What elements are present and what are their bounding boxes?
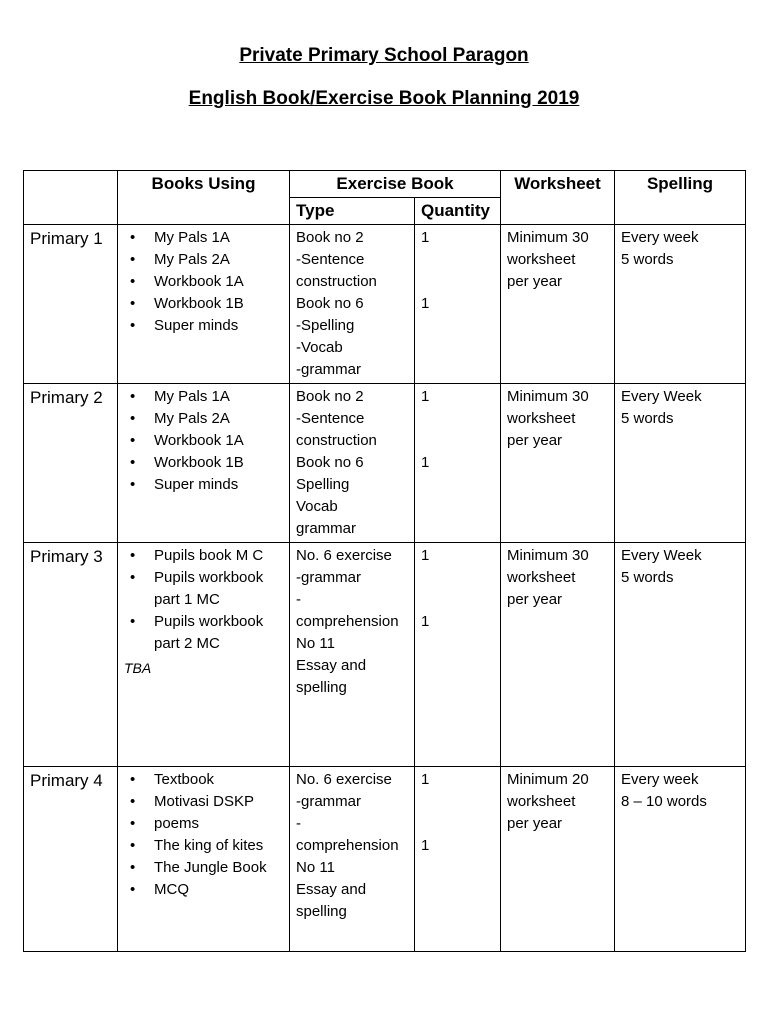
table-row xyxy=(24,225,746,384)
type-line: -Spelling xyxy=(296,317,355,334)
type-line: Essay and xyxy=(296,657,367,674)
type-line: - xyxy=(296,815,301,832)
type-header: Type xyxy=(290,198,415,225)
quantity-first: 1 xyxy=(421,771,430,788)
type-line: Book no 2 xyxy=(296,229,364,246)
worksheet-cell xyxy=(501,384,615,543)
type-line: Book no 2 xyxy=(296,388,364,405)
book-item: • Pupils book M C xyxy=(144,545,283,567)
type-line: grammar xyxy=(296,520,357,537)
table-row xyxy=(24,767,746,952)
school-title: Private Primary School Paragon xyxy=(239,45,529,66)
grade-cell: Primary 1 xyxy=(24,225,118,384)
worksheet-line: Minimum 20 xyxy=(507,771,589,788)
book-item: • My Pals 2A xyxy=(144,408,283,430)
spelling-line: Every week xyxy=(621,229,699,246)
type-line: No 11 xyxy=(296,859,335,876)
spelling-cell xyxy=(615,384,746,543)
spelling-cell xyxy=(615,225,746,384)
type-line: -Sentence xyxy=(296,251,365,268)
grade-cell: Primary 3 xyxy=(24,543,118,767)
worksheet-line: Minimum 30 xyxy=(507,229,589,246)
spelling-header: Spelling xyxy=(615,171,746,225)
type-line: comprehension xyxy=(296,613,399,630)
plan-title: English Book/Exercise Book Planning 2019 xyxy=(188,88,580,109)
spelling-line: Every Week xyxy=(621,547,702,564)
type-line: -grammar xyxy=(296,793,362,810)
book-item: • Super minds xyxy=(144,474,283,496)
type-line: Vocab xyxy=(296,498,338,515)
grade-header xyxy=(24,171,118,225)
type-line: Book no 6 xyxy=(296,454,364,471)
book-item: • MCQ xyxy=(144,879,283,901)
grade-cell: Primary 4 xyxy=(24,767,118,952)
quantity-cell xyxy=(415,225,501,384)
worksheet-cell xyxy=(501,767,615,952)
table-row xyxy=(24,543,746,767)
quantity-second: 1 xyxy=(421,295,430,312)
spelling-cell xyxy=(615,543,746,767)
type-line: -Sentence xyxy=(296,410,365,427)
books-cell xyxy=(118,767,290,952)
book-item: • The Jungle Book xyxy=(144,857,283,879)
type-line: construction xyxy=(296,432,377,449)
book-item: • Super minds xyxy=(144,315,283,337)
quantity-second: 1 xyxy=(421,613,430,630)
planning-table xyxy=(23,170,746,952)
worksheet-line: per year xyxy=(507,815,563,832)
type-line: Book no 6 xyxy=(296,295,364,312)
grade-cell: Primary 2 xyxy=(24,384,118,543)
type-line: -grammar xyxy=(296,361,362,378)
books-using-header: Books Using xyxy=(118,171,290,225)
quantity-first: 1 xyxy=(421,229,430,246)
book-item: • Workbook 1A xyxy=(144,271,283,293)
book-item: • Motivasi DSKP xyxy=(144,791,283,813)
quantity-cell xyxy=(415,543,501,767)
book-item: • Workbook 1B xyxy=(144,293,283,315)
books-list xyxy=(124,386,283,496)
books-list xyxy=(124,769,283,901)
worksheet-line: worksheet xyxy=(507,410,576,427)
spelling-line: 5 words xyxy=(621,251,674,268)
books-cell xyxy=(118,225,290,384)
spelling-line: 5 words xyxy=(621,569,674,586)
book-item: • Pupils workbook part 2 MC xyxy=(144,611,283,655)
book-item: • Pupils workbook part 1 MC xyxy=(144,567,283,611)
type-line: construction xyxy=(296,273,377,290)
worksheet-header: Worksheet xyxy=(501,171,615,225)
worksheet-line: per year xyxy=(507,273,563,290)
book-item: • poems xyxy=(144,813,283,835)
spelling-line: Every Week xyxy=(621,388,702,405)
quantity-first: 1 xyxy=(421,388,430,405)
type-line: comprehension xyxy=(296,837,399,854)
book-item: • My Pals 1A xyxy=(144,227,283,249)
quantity-first: 1 xyxy=(421,547,430,564)
type-line: No. 6 exercise xyxy=(296,547,392,564)
type-cell xyxy=(290,225,415,384)
type-line: spelling xyxy=(296,903,347,920)
quantity-second: 1 xyxy=(421,454,430,471)
type-cell xyxy=(290,767,415,952)
table-row xyxy=(24,384,746,543)
book-item: • My Pals 2A xyxy=(144,249,283,271)
worksheet-line: Minimum 30 xyxy=(507,388,589,405)
type-line: Essay and xyxy=(296,881,367,898)
books-note: TBA xyxy=(124,660,152,676)
exercise-book-header: Exercise Book xyxy=(290,171,501,198)
type-line: Spelling xyxy=(296,476,350,493)
worksheet-line: worksheet xyxy=(507,569,576,586)
book-item: • Workbook 1A xyxy=(144,430,283,452)
type-cell xyxy=(290,543,415,767)
spelling-line: 8 – 10 words xyxy=(621,793,707,810)
books-cell xyxy=(118,384,290,543)
type-line: - xyxy=(296,591,301,608)
books-list xyxy=(124,545,283,655)
quantity-second: 1 xyxy=(421,837,430,854)
worksheet-cell xyxy=(501,543,615,767)
book-item: • My Pals 1A xyxy=(144,386,283,408)
worksheet-line: worksheet xyxy=(507,793,576,810)
quantity-header: Quantity xyxy=(415,198,501,225)
worksheet-cell xyxy=(501,225,615,384)
quantity-cell xyxy=(415,767,501,952)
worksheet-line: per year xyxy=(507,432,563,449)
book-item: • Textbook xyxy=(144,769,283,791)
books-cell xyxy=(118,543,290,767)
type-line: -Vocab xyxy=(296,339,343,356)
quantity-cell xyxy=(415,384,501,543)
spelling-line: Every week xyxy=(621,771,699,788)
type-cell xyxy=(290,384,415,543)
spelling-cell xyxy=(615,767,746,952)
type-line: No 11 xyxy=(296,635,335,652)
books-list xyxy=(124,227,283,337)
worksheet-line: worksheet xyxy=(507,251,576,268)
type-line: No. 6 exercise xyxy=(296,771,392,788)
worksheet-line: Minimum 30 xyxy=(507,547,589,564)
type-line: spelling xyxy=(296,679,347,696)
type-line: -grammar xyxy=(296,569,362,586)
book-item: • The king of kites xyxy=(144,835,283,857)
worksheet-line: per year xyxy=(507,591,563,608)
book-item: • Workbook 1B xyxy=(144,452,283,474)
spelling-line: 5 words xyxy=(621,410,674,427)
